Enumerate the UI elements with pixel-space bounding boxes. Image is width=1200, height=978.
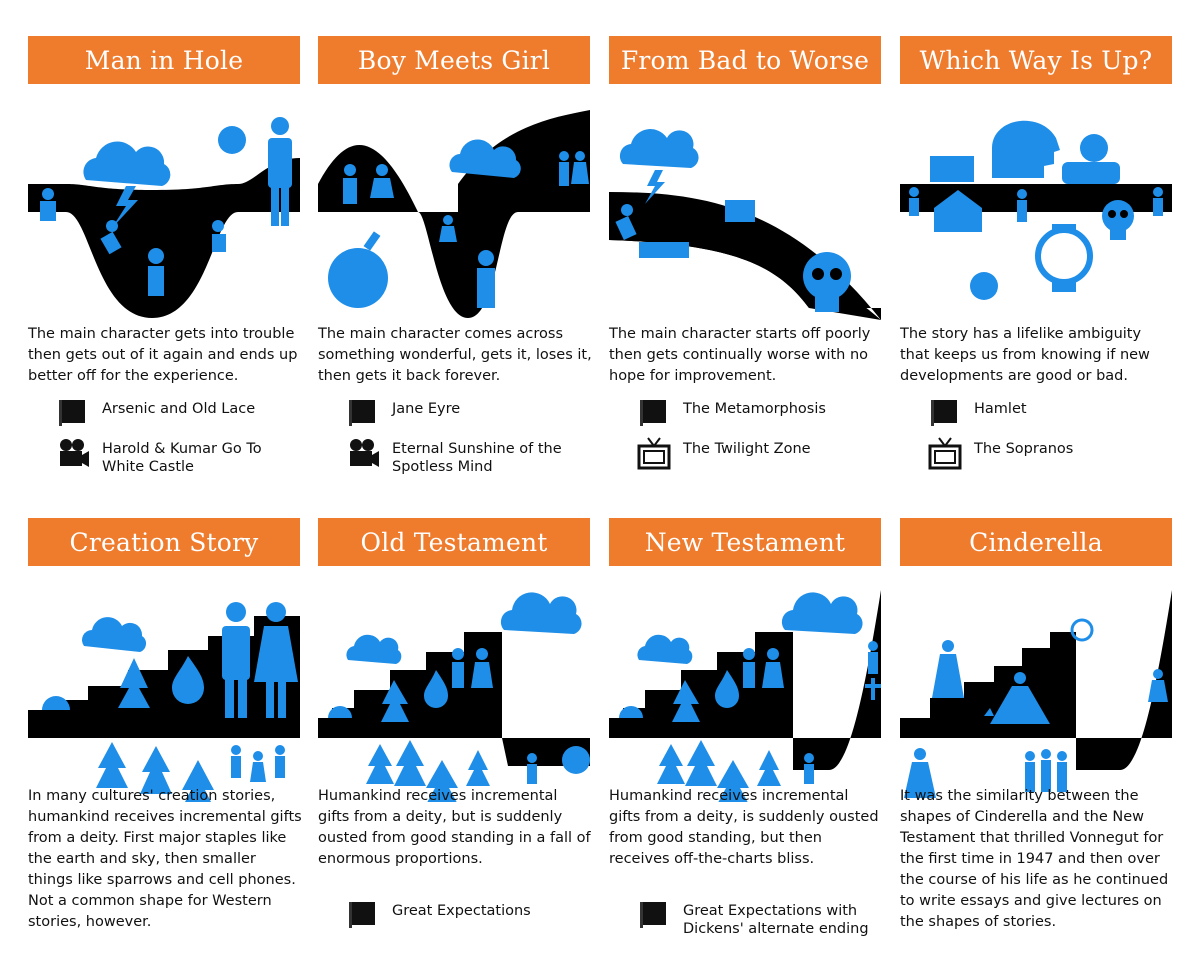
example-item — [637, 396, 877, 430]
examples-list — [637, 898, 877, 944]
book-icon — [637, 898, 671, 932]
book-icon — [56, 396, 90, 430]
panel-title: From Bad to Worse — [609, 36, 881, 84]
cinderella-curve — [900, 590, 1172, 802]
panel-cinderella — [900, 518, 1172, 930]
tree-icon — [118, 658, 150, 708]
from-bad-to-worse-curve — [609, 108, 881, 320]
sun-icon — [328, 706, 352, 718]
example-item — [346, 396, 586, 430]
examples-list — [928, 396, 1168, 476]
head-gears-icon — [992, 121, 1060, 178]
book-icon — [637, 396, 671, 430]
tv-icon — [928, 436, 962, 470]
tree-icon — [757, 750, 781, 786]
example-label: Great Expectations with Dickens' alternate ending — [683, 903, 869, 937]
monitor-icon — [725, 200, 755, 222]
panel-title: Boy Meets Girl — [318, 36, 590, 84]
panel-title: Cinderella — [900, 518, 1172, 566]
tv-icon — [637, 436, 671, 470]
skull-icon — [803, 252, 851, 300]
sun-icon — [42, 696, 70, 710]
panel-description: In many cultures' creation stories, humankind receives incremental gifts from a deity. First major staples like the earth and sky, then smaller things like sparrows and cell phones. Not a common shape for Western stories, however. — [28, 788, 302, 930]
boy-meets-girl-curve — [318, 108, 590, 320]
story-shape-diagram — [900, 590, 1172, 790]
example-label: Great Expectations — [392, 903, 531, 919]
story-shape-diagram — [900, 108, 1172, 320]
example-item — [56, 396, 296, 430]
example-label: Hamlet — [974, 401, 1027, 417]
clock-icon — [1072, 620, 1092, 640]
tree-icon — [466, 750, 490, 786]
examples-list — [346, 396, 586, 482]
creation-story-curve — [28, 590, 300, 802]
examples-list — [346, 898, 586, 938]
panel-description: Humankind receives incremental gifts from a deity, is suddenly ousted from good standing, but then receives off-the-charts bliss. — [609, 788, 879, 867]
cloud-icon — [501, 592, 582, 634]
bomb-icon — [970, 272, 998, 300]
panel-description: It was the similarity between the shapes of Cinderella and the New Testament that thrilled Vonnegut for the first time in 1947 and then over the course of his life as he continued to write essays and give lectures on the shapes of stories. — [900, 788, 1169, 930]
tree-icon — [394, 740, 426, 786]
book-icon — [928, 396, 962, 430]
example-label: The Sopranos — [974, 441, 1074, 457]
envelope-icon — [930, 156, 974, 182]
film-camera-icon — [346, 436, 380, 470]
example-label: Eternal Sunshine of the Spotless Mind — [392, 441, 562, 475]
fairy-godmother-icon — [942, 640, 954, 652]
panel-boy-meets-girl — [318, 36, 592, 475]
example-item — [346, 898, 586, 932]
panel-title: New Testament — [609, 518, 881, 566]
example-item — [637, 436, 877, 470]
cloud-icon — [346, 635, 401, 664]
panel-description: The story has a lifelike ambiguity that keeps us from knowing if new developments are good or bad. — [900, 326, 1150, 384]
panel-which-way-is-up — [900, 36, 1172, 457]
man-in-hole-curve — [28, 108, 300, 320]
example-item — [56, 436, 296, 476]
book-icon — [346, 396, 380, 430]
old-testament-curve — [318, 590, 590, 802]
cloud-icon — [83, 142, 170, 186]
panel-man-in-hole — [28, 36, 300, 475]
tree-icon — [366, 744, 394, 784]
sun-icon — [619, 706, 643, 718]
panel-new-testament — [609, 518, 881, 937]
panel-title: Which Way Is Up? — [900, 36, 1172, 84]
story-shape-diagram — [318, 108, 590, 320]
panel-description: The main character starts off poorly then gets continually worse with no hope for improvement. — [609, 326, 871, 384]
story-shape-diagram — [609, 108, 881, 320]
example-label: The Metamorphosis — [683, 401, 826, 417]
panel-title: Creation Story — [28, 518, 300, 566]
person-icon — [148, 248, 164, 264]
example-item — [346, 436, 586, 476]
example-item — [928, 396, 1168, 430]
cloud-icon — [82, 617, 146, 652]
person-icon — [42, 188, 54, 200]
cinderella-icon — [914, 748, 926, 760]
panel-description: Humankind receives incremental gifts from a deity, but is suddenly ousted from good standing in a fall of enormous proportions. — [318, 788, 591, 867]
panel-description: The main character comes across something wonderful, gets it, loses it, then gets it back forever. — [318, 326, 592, 384]
skull-icon — [1102, 200, 1134, 232]
example-label: Harold & Kumar Go To White Castle — [102, 441, 262, 475]
tree-icon — [96, 742, 128, 788]
cloud-icon — [637, 635, 692, 664]
book-icon — [346, 898, 380, 932]
panel-title: Man in Hole — [28, 36, 300, 84]
panel-creation-story — [28, 518, 302, 930]
example-label: The Twilight Zone — [683, 441, 811, 457]
cloud-icon — [620, 129, 699, 168]
story-shape-diagram — [28, 590, 300, 790]
story-shape-diagram — [609, 590, 881, 790]
examples-list — [637, 396, 877, 476]
example-item — [928, 436, 1168, 470]
example-label: Jane Eyre — [392, 401, 461, 417]
watch-icon — [1038, 230, 1090, 282]
example-item — [637, 898, 877, 938]
examples-list — [56, 396, 296, 482]
panel-title: Old Testament — [318, 518, 590, 566]
question-person-icon — [1080, 134, 1108, 162]
story-shape-diagram — [318, 590, 590, 790]
bomb-icon — [328, 248, 388, 308]
which-way-is-up-curve — [900, 108, 1172, 320]
panel-old-testament — [318, 518, 591, 919]
cloud-icon — [782, 592, 863, 634]
panel-description: The main character gets into trouble then gets out of it again and ends up better off for the experience. — [28, 326, 298, 384]
film-camera-icon — [56, 436, 90, 470]
tree-icon — [657, 744, 685, 784]
story-shape-diagram — [28, 108, 300, 320]
tree-icon — [685, 740, 717, 786]
panel-from-bad-to-worse — [609, 36, 881, 457]
skull-icon — [562, 746, 590, 774]
new-testament-curve — [609, 590, 881, 802]
sun-icon — [218, 126, 246, 154]
example-label: Arsenic and Old Lace — [102, 401, 256, 417]
